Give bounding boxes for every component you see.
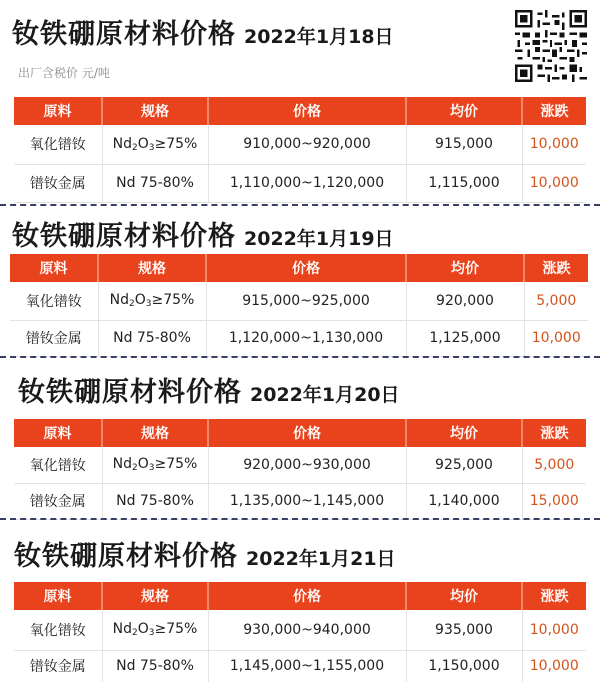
cell-spec: Nd 75-80% bbox=[98, 320, 206, 356]
price-unit-note: 出厂含税价 元/吨 bbox=[18, 66, 110, 80]
cell-avg: 920,000 bbox=[406, 282, 524, 320]
cell-avg: 925,000 bbox=[406, 447, 522, 483]
cell-avg: 935,000 bbox=[406, 610, 522, 650]
col-spec: 规格 bbox=[102, 582, 208, 610]
col-price: 价格 bbox=[208, 97, 406, 125]
price-table bbox=[14, 97, 586, 203]
panel-title: 钕铁硼原材料价格 bbox=[18, 377, 242, 408]
price-panel-4 bbox=[0, 520, 600, 682]
col-avg: 均价 bbox=[406, 97, 522, 125]
table-row bbox=[14, 447, 586, 483]
panel-title-row bbox=[18, 370, 400, 409]
cell-avg: 1,150,000 bbox=[406, 650, 522, 682]
cell-change: 10,000 bbox=[524, 320, 588, 356]
cell-price: 1,135,000~1,145,000 bbox=[208, 483, 406, 519]
cell-material: 氧化镨钕 bbox=[14, 125, 102, 164]
panel-title-row bbox=[12, 214, 394, 253]
table-row bbox=[14, 483, 586, 519]
panel-title: 钕铁硼原材料价格 bbox=[14, 541, 238, 572]
col-material: 原料 bbox=[14, 582, 102, 610]
col-price: 价格 bbox=[208, 419, 406, 447]
table-header-row bbox=[14, 582, 586, 610]
price-panel-1 bbox=[0, 0, 600, 206]
col-material: 原料 bbox=[14, 97, 102, 125]
qr-code-icon bbox=[515, 10, 587, 82]
col-change: 涨跌 bbox=[522, 419, 586, 447]
cell-change: 15,000 bbox=[522, 483, 586, 519]
cell-material: 镨钕金属 bbox=[14, 483, 102, 519]
cell-change: 5,000 bbox=[524, 282, 588, 320]
table-row bbox=[10, 282, 588, 320]
cell-avg: 1,115,000 bbox=[406, 164, 522, 202]
table-row bbox=[10, 320, 588, 356]
col-material: 原料 bbox=[14, 419, 102, 447]
cell-material: 氧化镨钕 bbox=[10, 282, 98, 320]
cell-spec: Nd 75-80% bbox=[102, 650, 208, 682]
cell-avg: 915,000 bbox=[406, 125, 522, 164]
cell-change: 10,000 bbox=[522, 164, 586, 202]
panel-date: 2022年1月18日 bbox=[244, 26, 394, 48]
col-avg: 均价 bbox=[406, 254, 524, 282]
col-material: 原料 bbox=[10, 254, 98, 282]
cell-spec-oxide: $Nd_2O_3\ge 75\%$ bbox=[102, 125, 208, 164]
panel-title-row bbox=[14, 534, 396, 573]
col-spec: 规格 bbox=[102, 419, 208, 447]
table-row bbox=[14, 164, 586, 202]
cell-change: 10,000 bbox=[522, 125, 586, 164]
panel-date: 2022年1月20日 bbox=[250, 384, 400, 406]
price-table bbox=[14, 582, 586, 682]
cell-price: 915,000~925,000 bbox=[206, 282, 406, 320]
cell-spec-oxide: $Nd_2O_3\ge 75\%$ bbox=[102, 610, 208, 650]
cell-price: 1,120,000~1,130,000 bbox=[206, 320, 406, 356]
col-spec: 规格 bbox=[102, 97, 208, 125]
panel-date: 2022年1月19日 bbox=[244, 228, 394, 250]
cell-spec-oxide: $Nd_2O_3\ge 75\%$ bbox=[98, 282, 206, 320]
cell-change: 5,000 bbox=[522, 447, 586, 483]
cell-material: 镨钕金属 bbox=[14, 164, 102, 202]
cell-spec: Nd 75-80% bbox=[102, 164, 208, 202]
price-panel-2 bbox=[0, 206, 600, 356]
cell-avg: 1,125,000 bbox=[406, 320, 524, 356]
col-price: 价格 bbox=[206, 254, 406, 282]
table-header-row bbox=[14, 419, 586, 447]
cell-material: 镨钕金属 bbox=[14, 650, 102, 682]
cell-change: 10,000 bbox=[522, 650, 586, 682]
panel-title-row bbox=[12, 12, 394, 51]
price-table bbox=[10, 254, 588, 357]
table-header-row bbox=[14, 97, 586, 125]
col-avg: 均价 bbox=[406, 582, 522, 610]
cell-material: 氧化镨钕 bbox=[14, 447, 102, 483]
cell-change: 10,000 bbox=[522, 610, 586, 650]
panel-title: 钕铁硼原材料价格 bbox=[12, 221, 236, 252]
price-table bbox=[14, 419, 586, 520]
panel-date: 2022年1月21日 bbox=[246, 548, 396, 570]
cell-material: 镨钕金属 bbox=[10, 320, 98, 356]
cell-material: 氧化镨钕 bbox=[14, 610, 102, 650]
col-avg: 均价 bbox=[406, 419, 522, 447]
panel-title: 钕铁硼原材料价格 bbox=[12, 19, 236, 50]
table-row bbox=[14, 125, 586, 164]
col-change: 涨跌 bbox=[522, 582, 586, 610]
col-change: 涨跌 bbox=[522, 97, 586, 125]
cell-spec-oxide: $Nd_2O_3\ge 75\%$ bbox=[102, 447, 208, 483]
col-price: 价格 bbox=[208, 582, 406, 610]
price-panel-3 bbox=[0, 358, 600, 518]
cell-spec: Nd 75-80% bbox=[102, 483, 208, 519]
cell-avg: 1,140,000 bbox=[406, 483, 522, 519]
table-row bbox=[14, 610, 586, 650]
col-change: 涨跌 bbox=[524, 254, 588, 282]
table-row bbox=[14, 650, 586, 682]
col-spec: 规格 bbox=[98, 254, 206, 282]
cell-price: 930,000~940,000 bbox=[208, 610, 406, 650]
cell-price: 910,000~920,000 bbox=[208, 125, 406, 164]
cell-price: 1,110,000~1,120,000 bbox=[208, 164, 406, 202]
cell-price: 920,000~930,000 bbox=[208, 447, 406, 483]
table-header-row bbox=[10, 254, 588, 282]
cell-price: 1,145,000~1,155,000 bbox=[208, 650, 406, 682]
